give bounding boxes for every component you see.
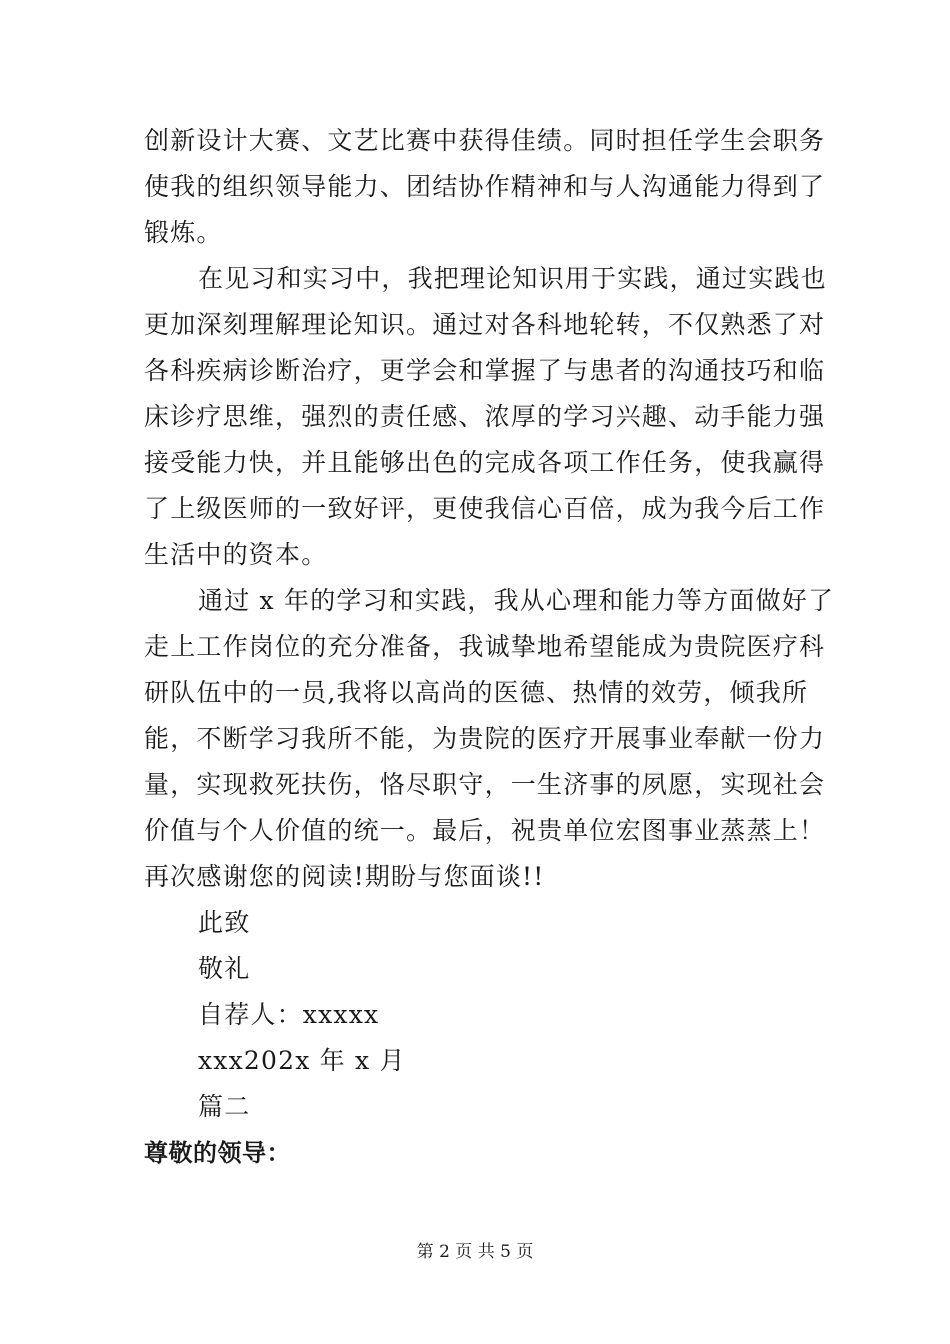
letter-greeting: 尊敬的领导： [144,1139,291,1167]
closing-regards: 敬礼 [198,954,251,983]
page-number-footer: 第 2 页 共 5 页 [416,1242,534,1262]
paragraph-line: 创新设计大赛、文艺比赛中获得佳绩。同时担任学生会职务 [144,126,826,155]
paragraph-line: 接受能力快，并且能够出色的完成各项工作任务，使我赢得 [144,448,826,477]
paragraph-line: 研队伍中的一员,我将以高尚的医德、热情的效劳，倾我所 [144,678,809,707]
paragraph-line: 床诊疗思维，强烈的责任感、浓厚的学习兴趣、动手能力强 [144,402,826,431]
paragraph-line: 量，实现救死扶伤，恪尽职守，一生济事的夙愿，实现社会 [144,770,826,799]
paragraph-line: 生活中的资本。 [144,540,328,569]
paragraph-line: 了上级医师的一致好评，更使我信心百倍，成为我今后工作 [144,494,826,523]
closing-salutation: 此致 [198,908,251,937]
paragraph-line: 各科疾病诊断治疗，更学会和掌握了与患者的沟通技巧和临 [144,356,826,385]
paragraph-line: 更加深刻理解理论知识。通过对各科地轮转，不仅熟悉了对 [144,310,826,339]
signature-name: 自荐人：xxxxx [198,1000,380,1029]
paragraph-line: 再次感谢您的阅读!期盼与您面谈!! [144,862,545,891]
paragraph-line: 走上工作岗位的充分准备，我诚挚地希望能成为贵院医疗科 [144,632,826,661]
signature-date: xxx202x 年 x 月 [198,1046,406,1075]
paragraph-line: 使我的组织领导能力、团结协作精神和与人沟通能力得到了 [144,172,826,201]
paragraph-line: 能，不断学习我所不能，为贵院的医疗开展事业奉献一份力 [144,724,826,753]
section-label: 篇二 [198,1092,251,1121]
paragraph-line: 锻炼。 [144,218,223,247]
paragraph-line: 通过 x 年的学习和实践，我从心理和能力等方面做好了 [198,586,835,615]
paragraph-line: 价值与个人价值的统一。最后，祝贵单位宏图事业蒸蒸上！ [144,816,826,845]
paragraph-line: 在见习和实习中，我把理论知识用于实践，通过实践也 [198,264,827,293]
